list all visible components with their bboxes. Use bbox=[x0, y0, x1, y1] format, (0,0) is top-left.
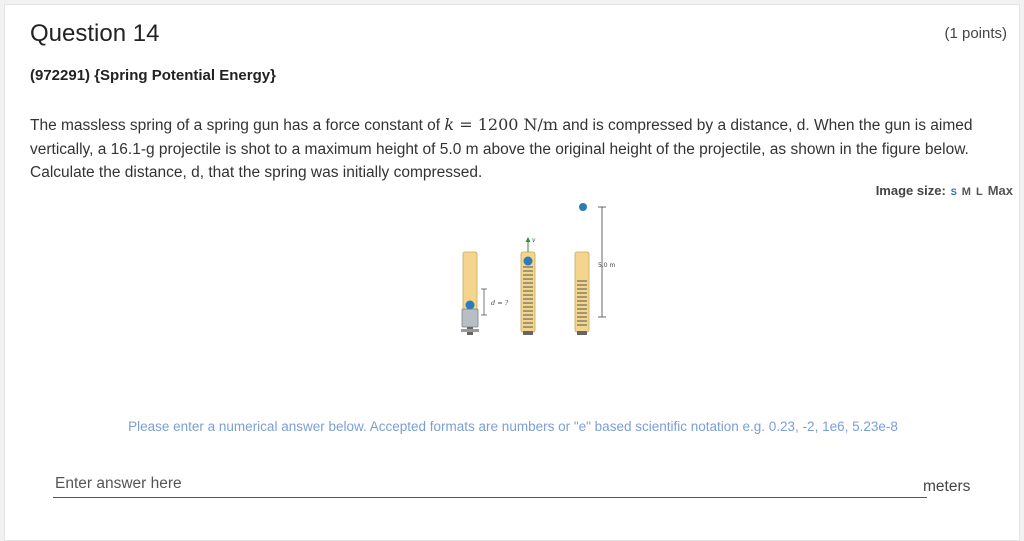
projectile-ball-icon bbox=[524, 257, 533, 266]
d-label: d = ? bbox=[491, 299, 509, 307]
body-text-end: and is compressed by a distance, d. When the gun is aimed vertically, a 16.1-g projectile is shot to a maximum height of 5.0 m above the original height of the projectile, as shown in the figure below. Calculate the distance, d, that the spring was initially compressed. bbox=[30, 117, 973, 181]
gun-firing bbox=[521, 237, 536, 335]
gun-released bbox=[575, 203, 615, 335]
answer-unit: meters bbox=[923, 478, 971, 495]
image-size-small[interactable]: S bbox=[950, 187, 957, 197]
answer-format-hint: Please enter a numerical answer below. Accepted formats are numbers or "e" based scientific notation e.g. 0.23, -2, 1e6, 5.23e-8 bbox=[128, 419, 898, 434]
image-size-large[interactable]: L bbox=[975, 186, 983, 198]
spring-gun-figure bbox=[457, 197, 637, 347]
spring-constant-formula bbox=[444, 115, 558, 134]
image-size-label: Image size: bbox=[875, 183, 946, 198]
projectile-ball-icon bbox=[466, 301, 475, 310]
question-subtitle: (972291) {Spring Potential Energy} bbox=[30, 67, 276, 84]
projectile-ball-icon bbox=[579, 203, 587, 211]
height-label: 5.0 m bbox=[598, 262, 616, 269]
image-size-selector bbox=[876, 183, 1013, 198]
math-equation: = 1200 N/m bbox=[454, 115, 559, 134]
body-text-start: The massless spring of a spring gun has a force constant of bbox=[30, 117, 445, 134]
question-body bbox=[30, 113, 990, 185]
v-label: v bbox=[532, 237, 536, 244]
image-size-max[interactable]: Max bbox=[987, 183, 1013, 198]
question-title: Question 14 bbox=[30, 20, 160, 47]
question-card bbox=[4, 4, 1020, 541]
question-points: (1 points) bbox=[944, 25, 1007, 42]
math-variable: k bbox=[444, 115, 455, 134]
image-size-medium[interactable]: M bbox=[961, 186, 971, 198]
gun-compressed bbox=[461, 252, 509, 335]
answer-input[interactable] bbox=[53, 473, 927, 498]
